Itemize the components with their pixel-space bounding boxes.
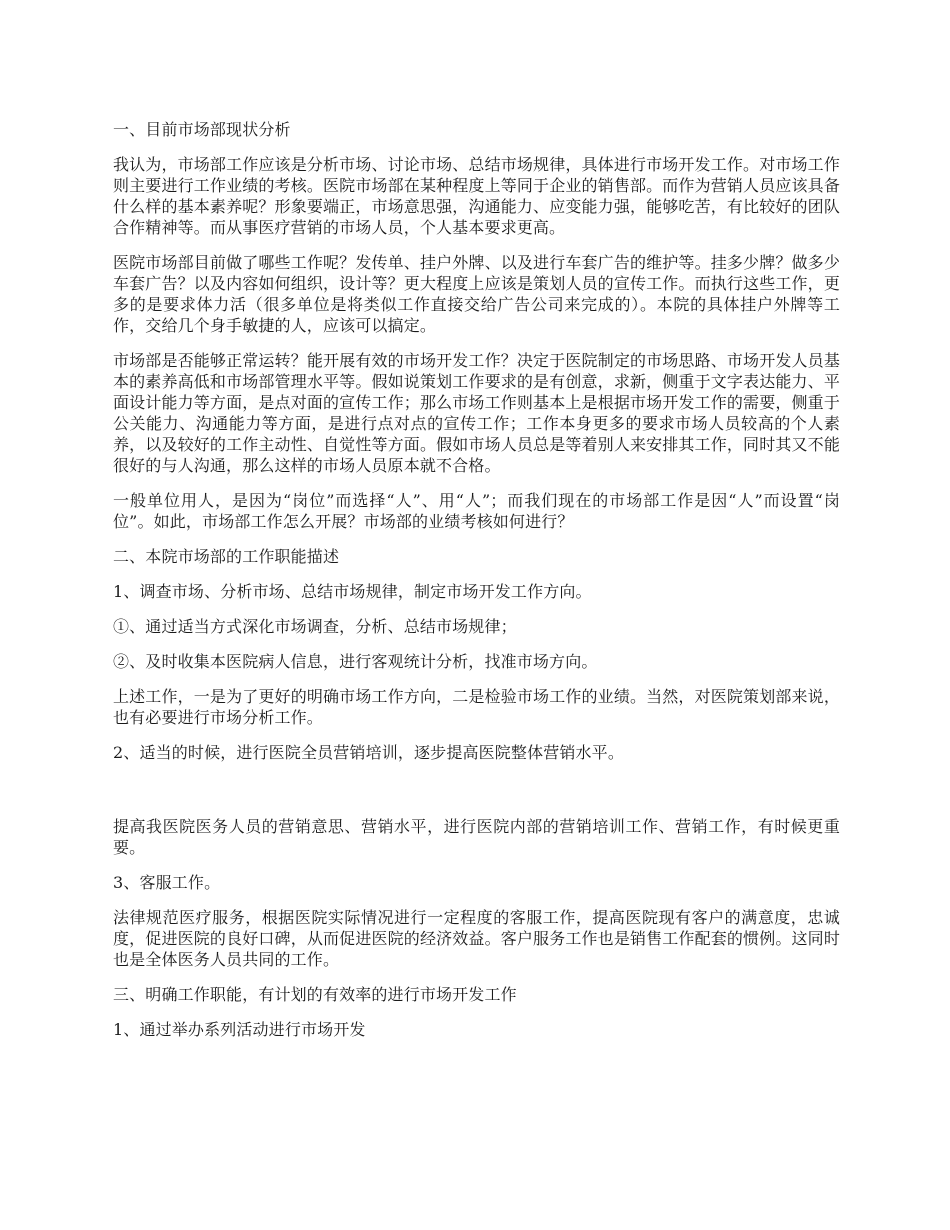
blank-spacer (113, 777, 840, 816)
list-item: 1、调查市场、分析市场、总结市场规律，制定市场开发工作方向。 (113, 582, 592, 601)
sub-list-item: ①、通过适当方式深化市场调查，分析、总结市场规律； (113, 617, 517, 636)
section-heading-2: 二、本院市场部的工作职能描述 (113, 547, 340, 566)
sub-list-item: ②、及时收集本医院病人信息，进行客观统计分析，找准市场方向。 (113, 652, 598, 671)
section-heading-1: 一、目前市场部现状分析 (113, 120, 291, 139)
paragraph: 法律规范医疗服务，根据医院实际情况进行一定程度的客服工作，提高医院现有客户的满意度，忠诚度，促进医院的良好口碑，从而促进医院的经济效益。客户服务工作也是销售工作配套的惯例。这同时也是全体医务人员共同的工作。 (113, 908, 840, 969)
paragraph: 市场部是否能够正常运转？能开展有效的市场开发工作？决定于医院制定的市场思路、市场开发人员基本的素养高低和市场部管理水平等。假如说策划工作要求的是有创意，求新，侧重于文字表达能力、平面设计能力等方面，是点对面的宣传工作；那么市场工作则基本上是根据市场开发工作的需要，侧重于公关能力、沟通能力等方面，是进行点对点的宣传工作；工作本身更多的要求市场人员较高的个人素养，以及较好的工作主动性、自觉性等方面。假如市场人员总是等着别人来安排其工作，同时其又不能很好的与人沟通，那么这样的市场人员原本就不合格。 (113, 351, 840, 475)
paragraph: 医院市场部目前做了哪些工作呢？发传单、挂户外牌、以及进行车套广告的维护等。挂多少牌？做多少车套广告？以及内容如何组织，设计等？更大程度上应该是策划人员的宣传工作。而执行这些工作，更多的是要求体力活（很多单位是将类似工作直接交给广告公司来完成的）。本院的具体挂户外牌等工作，交给几个身手敏捷的人，应该可以搞定。 (113, 253, 840, 335)
paragraph: 一般单位用人，是因为“岗位”而选择“人”、用“人”；而我们现在的市场部工作是因“人”而设置“岗位”。如此，市场部工作怎么开展？市场部的业绩考核如何进行？ (113, 491, 840, 531)
section-heading-3: 三、明确工作职能，有计划的有效率的进行市场开发工作 (113, 985, 517, 1004)
document-page (113, 119, 840, 1054)
list-item: 1、通过举办系列活动进行市场开发 (113, 1020, 366, 1039)
list-item: 3、客服工作。 (113, 873, 221, 892)
paragraph: 我认为，市场部工作应该是分析市场、讨论市场、总结市场规律，具体进行市场开发工作。对市场工作则主要进行工作业绩的考核。医院市场部在某种程度上等同于企业的销售部。而作为营销人员应该具备什么样的基本素养呢？形象要端正，市场意思强，沟通能力、应变能力强，能够吃苦，有比较好的团队合作精神等。而从事医疗营销的市场人员，个人基本要求更高。 (113, 155, 840, 237)
list-item: 2、适当的时候，进行医院全员营销培训，逐步提高医院整体营销水平。 (113, 743, 624, 762)
paragraph: 上述工作，一是为了更好的明确市场工作方向，二是检验市场工作的业绩。当然，对医院策划部来说，也有必要进行市场分析工作。 (113, 687, 840, 727)
paragraph: 提高我医院医务人员的营销意思、营销水平，进行医院内部的营销培训工作、营销工作，有时候更重要。 (113, 817, 840, 857)
